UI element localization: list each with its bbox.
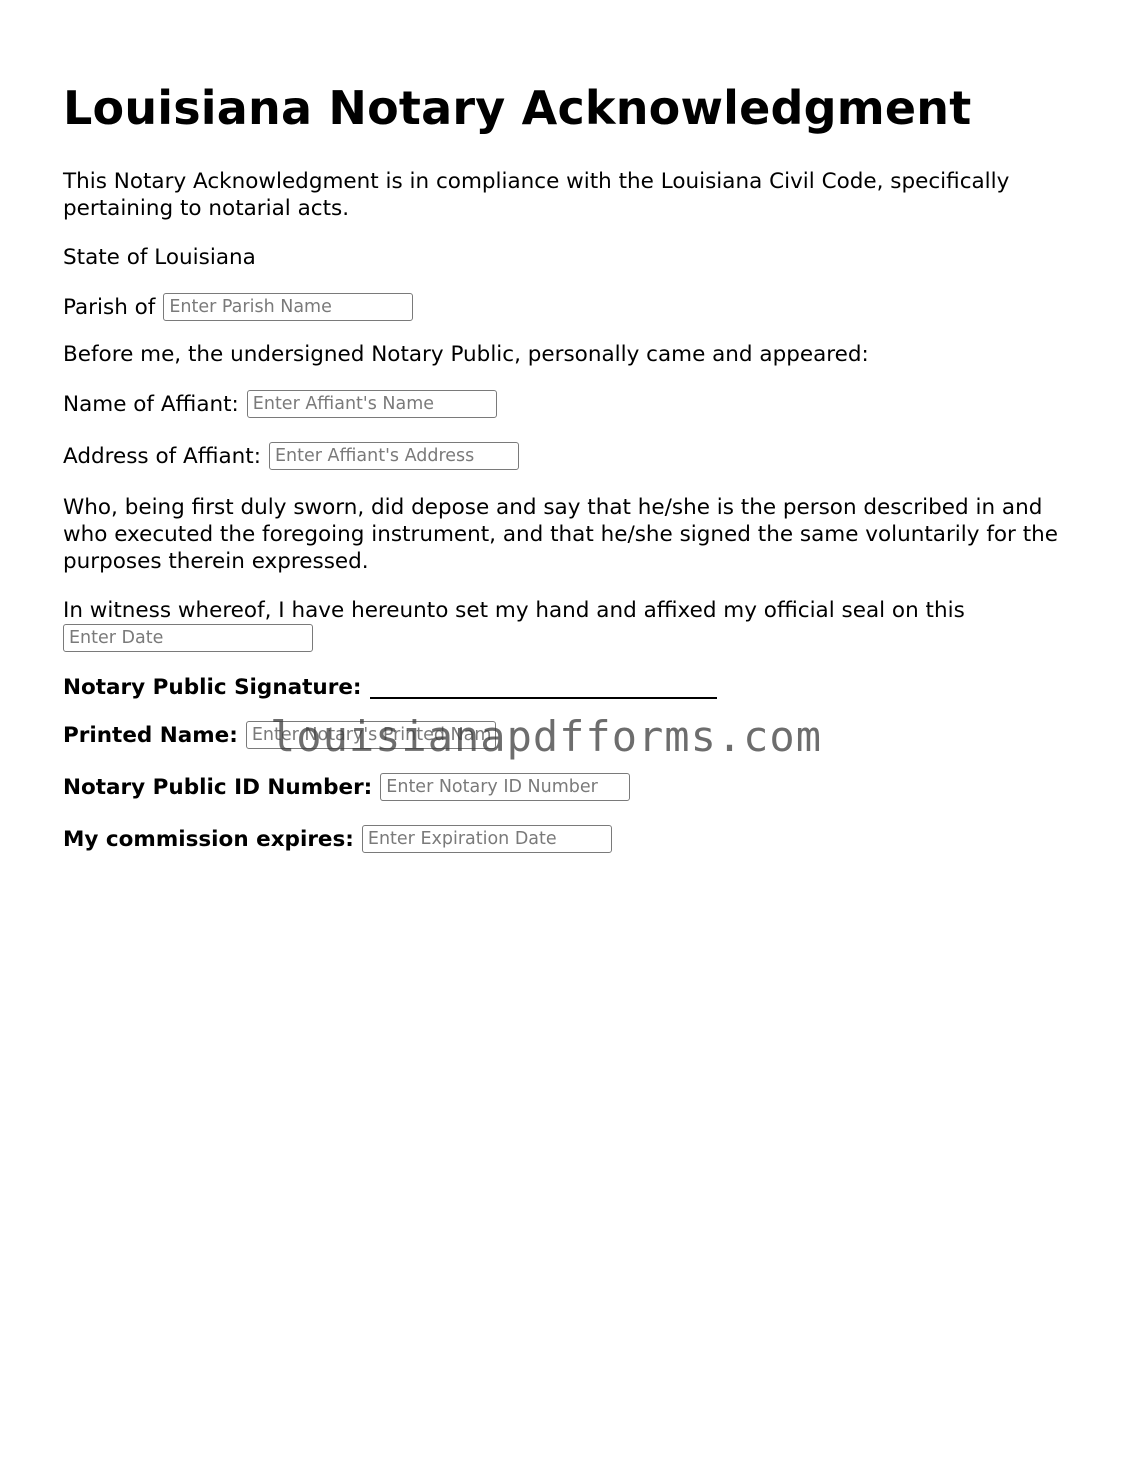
notary-id-row <box>63 773 1083 801</box>
page-title: Louisiana Notary Acknowledgment <box>63 81 972 135</box>
signature-line <box>370 677 717 699</box>
date-row <box>63 624 1083 652</box>
printed-name-input[interactable] <box>246 721 496 749</box>
affiant-name-label: Name of Affiant: <box>63 391 239 417</box>
affiant-name-row <box>63 390 1083 418</box>
parish-label: Parish of <box>63 294 156 320</box>
parish-row <box>63 293 1083 321</box>
printed-name-row <box>63 721 1083 749</box>
sworn-statement: Who, being first duly sworn, did depose and say that he/she is the person described in and who executed the foregoing instrument, and that he/she signed the same voluntarily for the purposes therein expressed. <box>63 495 1058 574</box>
affiant-address-label: Address of Affiant: <box>63 443 261 469</box>
affiant-name-input[interactable] <box>247 390 497 418</box>
signature-label: Notary Public Signature: <box>63 675 362 700</box>
witness-statement: In witness whereof, I have hereunto set my hand and affixed my official seal on this <box>63 598 965 623</box>
commission-label: My commission expires: <box>63 826 354 852</box>
watermark: louisianapdfforms.com <box>270 712 823 761</box>
notary-id-label: Notary Public ID Number: <box>63 774 373 800</box>
affiant-address-input[interactable] <box>269 442 519 470</box>
notary-form <box>63 80 1083 853</box>
commission-row <box>63 825 1083 853</box>
appearance-statement: Before me, the undersigned Notary Public, personally came and appeared: <box>63 342 869 367</box>
state-line: State of Louisiana <box>63 245 256 270</box>
intro-paragraph: This Notary Acknowledgment is in compliance with the Louisiana Civil Code, specifically pertaining to notarial acts. <box>63 169 1010 221</box>
date-input[interactable] <box>63 624 313 652</box>
notary-id-input[interactable] <box>380 773 630 801</box>
signature-row <box>63 674 1083 701</box>
commission-input[interactable] <box>362 825 612 853</box>
parish-input[interactable] <box>163 293 413 321</box>
affiant-address-row <box>63 442 1083 470</box>
printed-name-label: Printed Name: <box>63 722 238 748</box>
